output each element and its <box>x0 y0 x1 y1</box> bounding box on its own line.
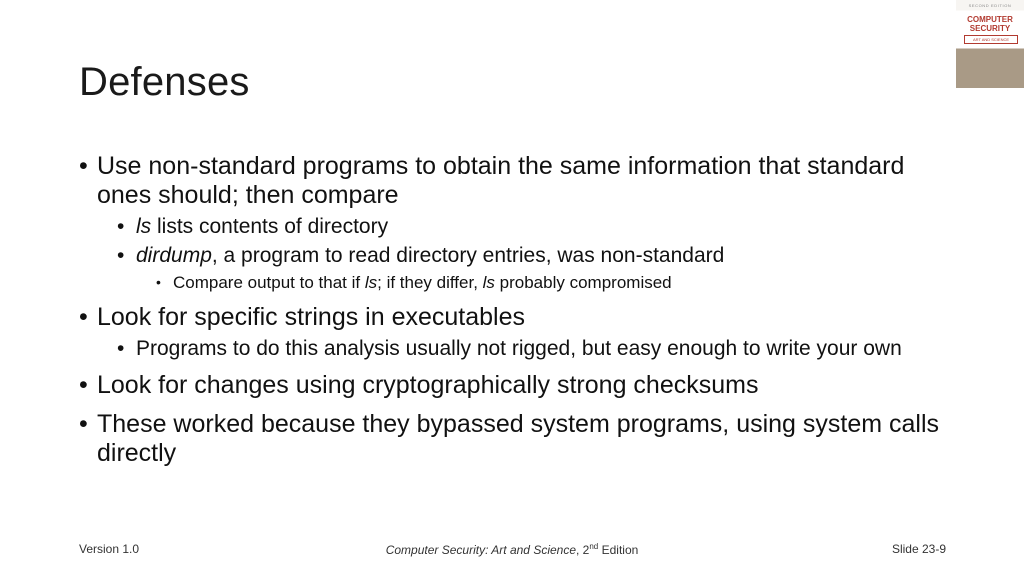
command-name: dirdump <box>136 244 212 267</box>
command-name: ls <box>364 273 378 292</box>
bullet-dot-icon: • <box>156 274 161 290</box>
bullet-list <box>79 152 959 468</box>
bullet-dot-icon: • <box>79 152 88 180</box>
bullet-dot-icon: • <box>117 215 125 238</box>
footer-edition-sup: nd <box>589 542 599 551</box>
bullet-text: Look for specific strings in executables <box>97 303 525 331</box>
cover-title <box>956 15 1024 33</box>
bullet-dot-icon: • <box>79 410 88 438</box>
footer-book-title <box>0 542 1024 557</box>
bullet-dot-icon: • <box>117 244 125 267</box>
bullet-dot-icon: • <box>117 337 125 360</box>
book-cover-image <box>956 0 1024 88</box>
bullet-item <box>79 410 959 468</box>
bullet-dot-icon: • <box>79 371 88 399</box>
cover-title-line1: COMPUTER <box>967 15 1013 24</box>
sub-bullet-item <box>79 243 959 268</box>
bullet-text: ; if they differ, <box>377 273 483 292</box>
cover-subtitle: ART AND SCIENCE <box>964 35 1018 44</box>
sub-sub-bullet-item <box>79 272 959 293</box>
bullet-dot-icon: • <box>79 303 88 331</box>
footer-version: Version 1.0 <box>79 542 140 556</box>
bullet-text: lists contents of directory <box>151 215 389 238</box>
bullet-item <box>79 152 959 210</box>
footer-edition-sep: , 2 <box>576 543 590 557</box>
bullet-text: Look for changes using cryptographically strong checksums <box>97 371 759 399</box>
cover-title-line2: SECURITY <box>969 24 1011 33</box>
bullet-item <box>79 371 959 400</box>
bullet-text: , a program to read directory entries, was non-standard <box>211 244 725 267</box>
sub-bullet-item <box>79 336 959 361</box>
bullet-text: These worked because they bypassed system programs, using system calls directly <box>97 410 940 467</box>
command-name: ls <box>482 273 495 292</box>
command-name: ls <box>136 215 152 238</box>
bullet-text: Compare output to that if <box>173 273 365 292</box>
bullet-text: Programs to do this analysis usually not rigged, but easy enough to write your own <box>136 337 902 360</box>
bullet-item <box>79 303 959 332</box>
footer-edition-word: Edition <box>598 543 639 557</box>
slide-title: Defenses <box>79 60 250 104</box>
bullet-text: probably compromised <box>494 273 672 292</box>
bullet-text: Use non-standard programs to obtain the same information that standard ones should; then compare <box>97 152 905 209</box>
cover-edition: SECOND EDITION <box>968 3 1012 8</box>
footer-slide-number: Slide 23-9 <box>891 542 946 556</box>
footer-book-name: Computer Security: Art and Science <box>385 543 577 557</box>
sub-bullet-item <box>79 214 959 239</box>
